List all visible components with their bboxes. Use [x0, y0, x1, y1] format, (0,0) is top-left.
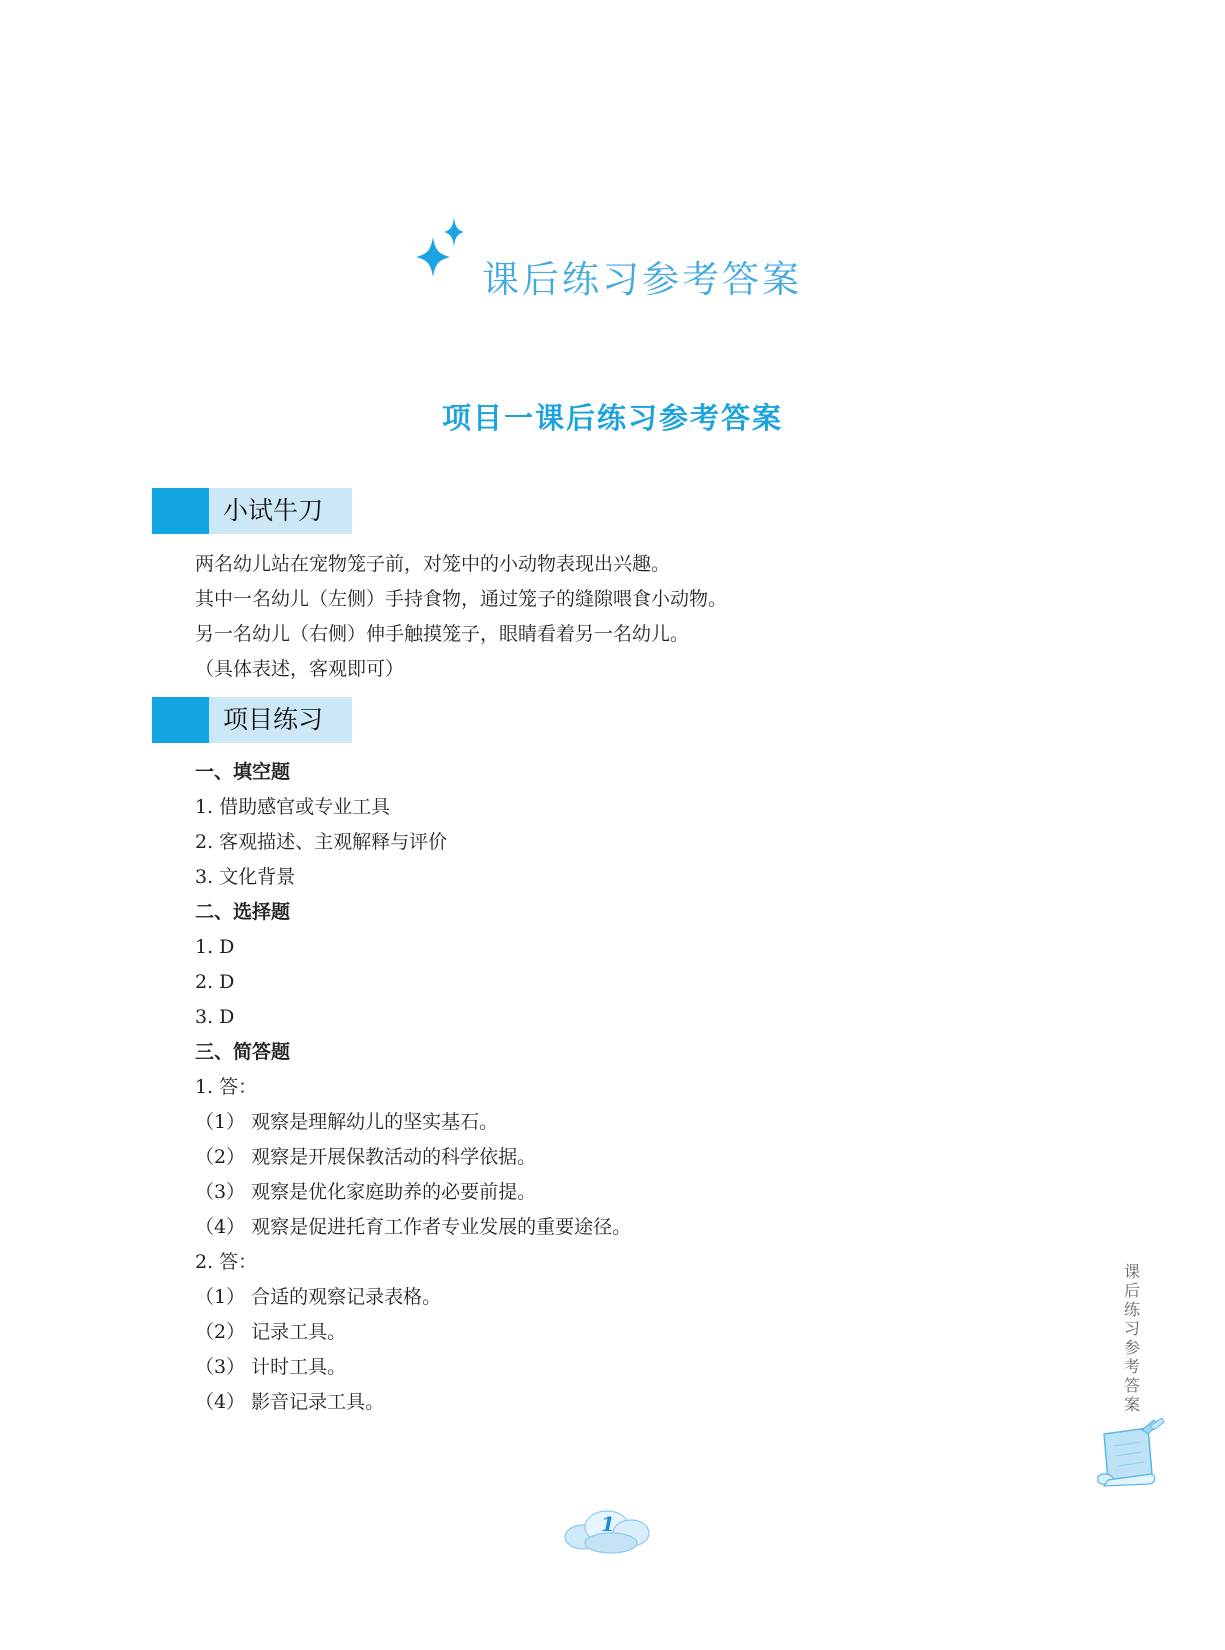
title-block [418, 225, 818, 315]
answer-line: 1. D [195, 936, 235, 958]
question-type-heading: 三、简答题 [195, 1041, 291, 1063]
answer-line: 2. 客观描述、主观解释与评价 [195, 831, 448, 853]
section-label: 项目练习 [209, 697, 352, 743]
side-tab-label: 课后练习参考答案 [1123, 1262, 1140, 1414]
section-header-exercise [152, 697, 352, 743]
section-marker [152, 697, 209, 743]
page-number: 1 [601, 1512, 615, 1536]
sparkle-icon-small [444, 217, 464, 247]
answer-line: 另一名幼儿（右侧）伸手触摸笼子，眼睛看着另一名幼儿。 [195, 623, 690, 645]
answer-line: 其中一名幼儿（左侧）手持食物，通过笼子的缝隙喂食小动物。 [195, 588, 728, 610]
answer-line: （2） 观察是开展保教活动的科学依据。 [195, 1146, 537, 1168]
section-marker [152, 488, 209, 534]
section-label: 小试牛刀 [209, 488, 352, 534]
answer-line: 3. 文化背景 [195, 866, 296, 888]
answer-line: （具体表述，客观即可） [195, 658, 405, 680]
answer-line: （2） 记录工具。 [195, 1321, 347, 1343]
question-type-heading: 一、填空题 [195, 761, 291, 783]
answer-line: （4） 观察是促进托育工作者专业发展的重要途径。 [195, 1216, 632, 1238]
section-header-trial [152, 488, 352, 534]
answer-line: 3. D [195, 1006, 235, 1028]
answer-line: （1） 观察是理解幼儿的坚实基石。 [195, 1111, 499, 1133]
scroll-icon [1090, 1418, 1170, 1488]
answer-line: 2. D [195, 971, 235, 993]
question-type-heading: 二、选择题 [195, 901, 291, 923]
answer-line: （4） 影音记录工具。 [195, 1391, 385, 1413]
answer-line: 1. 答： [195, 1076, 258, 1098]
answer-line: （3） 观察是优化家庭助养的必要前提。 [195, 1181, 537, 1203]
answer-line: 2. 答： [195, 1251, 258, 1273]
answer-line: （3） 计时工具。 [195, 1356, 347, 1378]
project-subtitle: 项目一课后练习参考答案 [441, 401, 783, 435]
page-title: 课后练习参考答案 [482, 258, 802, 301]
answer-line: 1. 借助感官或专业工具 [195, 796, 391, 818]
answer-line: （1） 合适的观察记录表格。 [195, 1286, 442, 1308]
answer-line: 两名幼儿站在宠物笼子前，对笼中的小动物表现出兴趣。 [195, 553, 671, 575]
